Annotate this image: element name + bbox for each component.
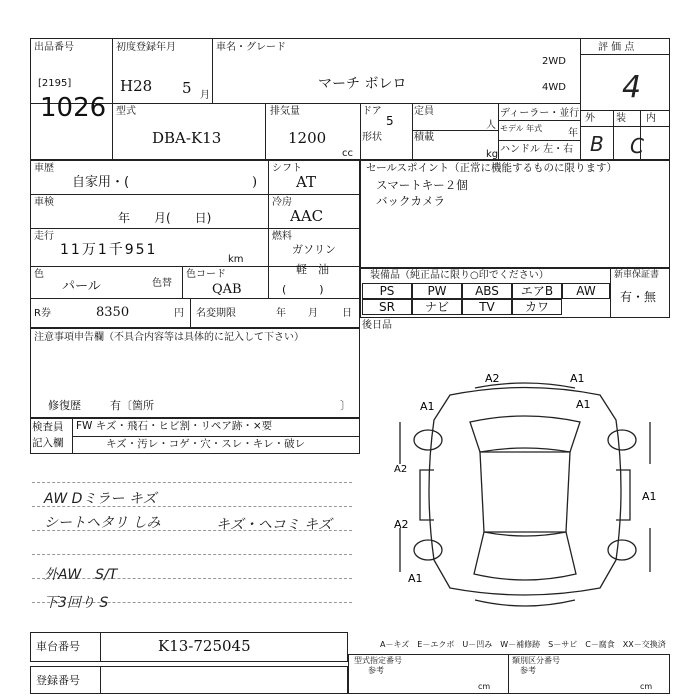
repair-label: 修復歴 xyxy=(48,399,81,412)
disp-unit: cc xyxy=(342,148,353,159)
mileage-value: 11万1千951 xyxy=(60,242,158,258)
ext-label: 外 xyxy=(585,113,595,124)
inspector-label-2: 記入欄 xyxy=(32,437,64,449)
notes-label: 注意事項申告欄（不具合内容等は具体的に記入して下さい） xyxy=(34,332,304,343)
int-score: C xyxy=(630,134,644,158)
car-name: マーチ ボレロ xyxy=(318,76,407,92)
color-code-value: QAB xyxy=(212,282,242,297)
reg-month-unit: 月 xyxy=(200,90,210,101)
history-label: 車歴 xyxy=(34,163,54,174)
equip-airbag: エアB xyxy=(512,283,562,299)
drive-2wd: 2WD xyxy=(542,56,566,67)
car-damage-diagram xyxy=(380,360,670,620)
diagram-label-3: A1 xyxy=(420,400,435,413)
disp-value: 1200 xyxy=(288,129,327,147)
sales-point-1: スマートキー２個 xyxy=(376,178,468,192)
note-line-4: 外AW S/T xyxy=(44,567,118,583)
cap-label: 定員 xyxy=(414,106,434,117)
type-label: 型式 xyxy=(116,106,136,117)
equip-tv: TV xyxy=(462,299,512,315)
term-year: 年 xyxy=(276,308,286,319)
shift-label: シフト xyxy=(272,163,302,174)
cm-2: cm xyxy=(640,682,653,691)
repair-value: 有〔箇所 xyxy=(110,399,154,412)
handle-label: ハンドル 左・右 xyxy=(500,144,574,155)
equipment-label: 装備品（純正品に限り○印でください） xyxy=(370,270,549,281)
color-label: 色 xyxy=(34,269,44,280)
sales-label: セールスポイント（正常に機能するものに限ります） xyxy=(366,162,618,174)
reg-number-label: 登録番号 xyxy=(36,674,80,687)
lot-label: 出品番号 xyxy=(34,42,74,53)
diagram-label-5: A2 xyxy=(394,464,408,475)
mileage-unit: km xyxy=(228,254,244,265)
fuel-label: 燃料 xyxy=(272,231,292,242)
diagram-label-8: A1 xyxy=(408,572,423,585)
type-cert-label: 型式指定番号 xyxy=(354,656,402,665)
note-line-5: 下3回り S xyxy=(44,595,109,611)
mileage-label: 走行 xyxy=(34,231,54,242)
diagram-label-2: A1 xyxy=(570,372,585,385)
reg-era: H28 xyxy=(120,77,153,95)
equip-sr: SR xyxy=(362,299,412,315)
cm-1: cm xyxy=(478,682,491,691)
ac-label: 冷房 xyxy=(272,197,292,208)
model-year-label: モデル 年式 xyxy=(500,124,543,133)
shift-value: AT xyxy=(296,173,317,191)
score-label: 評 価 点 xyxy=(598,42,635,53)
recycle-label: R券 xyxy=(34,308,51,319)
term-label: 名変期限 xyxy=(196,308,236,319)
int2-label: 内 xyxy=(646,113,656,124)
term-day: 日 xyxy=(342,308,352,319)
note-line-1: AW Dミラー キズ xyxy=(44,491,157,507)
ext-score: B xyxy=(590,132,604,156)
header-frame xyxy=(30,38,670,160)
reg-month: 5 xyxy=(182,79,192,97)
door-label: ドア xyxy=(362,106,382,117)
fuel-value: ガソリン xyxy=(292,243,336,256)
ref-label-1: 参考 xyxy=(368,666,384,675)
lot-sub: [2195] xyxy=(38,78,72,89)
inspector-row-1: FW キズ・飛石・ヒビ割・リペア跡・×要 xyxy=(76,420,273,432)
chassis-value: K13-725045 xyxy=(158,637,251,655)
term-month: 月 xyxy=(308,308,318,319)
note-line-3: キズ・ヘコミ キズ xyxy=(216,517,332,533)
note-line-2: シートヘタリ しみ xyxy=(44,515,161,531)
recycle-unit: 円 xyxy=(174,308,184,319)
warranty-label: 新車保証書 xyxy=(614,270,660,280)
equip-navi: ナビ xyxy=(412,299,462,315)
score-value: 4 xyxy=(622,70,642,105)
disp-label: 排気量 xyxy=(270,106,300,117)
fuel-paren: ( ) xyxy=(282,283,324,296)
recycle-value: 8350 xyxy=(96,305,130,320)
int-label: 装 xyxy=(616,113,626,124)
class-label: 類別区分番号 xyxy=(512,656,560,665)
diagram-legend: A－キズ E－エクボ U－凹み W－補修跡 S－サビ C－腐食 XX－交換済 xyxy=(380,640,666,649)
equip-aw: AW xyxy=(562,283,610,299)
diagram-label-7: A2 xyxy=(394,518,409,531)
history-value: 自家用・( xyxy=(72,175,130,190)
color-value: パール xyxy=(62,279,101,294)
lot-number: 1026 xyxy=(40,93,107,123)
after-label: 後日品 xyxy=(362,320,392,331)
drive-4wd: 4WD xyxy=(542,82,566,93)
equip-abs: ABS xyxy=(462,283,512,299)
color-change-label: 色替 xyxy=(152,278,172,289)
equip-ps: PS xyxy=(362,283,412,299)
name-label: 車名・グレード xyxy=(216,42,286,53)
cap-unit: 人 xyxy=(486,120,496,131)
history-close: ) xyxy=(252,175,258,190)
reg-label: 初度登録年月 xyxy=(116,42,176,53)
sales-frame xyxy=(360,160,670,268)
equip-leather: カワ xyxy=(512,299,562,315)
load-label: 積載 xyxy=(414,132,434,143)
diagram-label-6: A1 xyxy=(642,490,657,503)
inspection-label: 車検 xyxy=(34,197,54,208)
year-unit: 年 xyxy=(568,128,578,139)
fuel-alt: 軽 油 xyxy=(296,263,329,276)
inspector-label-1: 検査員 xyxy=(32,421,64,433)
door-value: 5 xyxy=(386,114,394,128)
inspection-value: 年 月( 日) xyxy=(118,211,212,225)
ref-label-2: 参考 xyxy=(520,666,536,675)
sales-point-2: バックカメラ xyxy=(376,194,445,208)
color-code-label: 色コード xyxy=(186,269,226,280)
ac-value: AAC xyxy=(290,207,324,225)
inspector-row-2: キズ・汚レ・コゲ・穴・スレ・キレ・破レ xyxy=(106,438,306,450)
chassis-label: 車台番号 xyxy=(36,640,80,653)
dealer-label: ディーラー・並行 xyxy=(500,108,580,119)
shape-label: 形状 xyxy=(362,132,382,143)
type-value: DBA-K13 xyxy=(152,129,222,147)
repair-close: 〕 xyxy=(340,399,351,412)
diagram-label-1: A2 xyxy=(485,372,500,385)
equip-pw: PW xyxy=(412,283,462,299)
load-unit: kg xyxy=(486,149,499,160)
diagram-label-4: A1 xyxy=(576,398,591,411)
warranty-value: 有・無 xyxy=(620,290,657,304)
